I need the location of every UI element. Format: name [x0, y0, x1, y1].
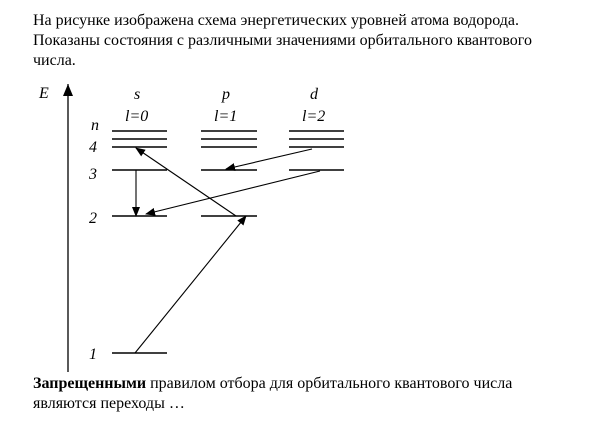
energy-axis-label: E — [39, 85, 49, 102]
n-column-label: n — [91, 117, 99, 134]
level-labels — [88, 139, 97, 363]
transition-arrow-s1-to-p2 — [135, 216, 246, 353]
level-label-4: 4 — [89, 139, 97, 156]
question-rest: правилом отбора для орбитального квантового числа являются переходы … — [33, 375, 513, 412]
transition-arrow-p2-to-s4 — [136, 148, 236, 216]
level-label-2: 2 — [89, 210, 97, 227]
column-l-label-d: l=2 — [302, 108, 326, 125]
column-headers — [125, 86, 325, 125]
column-l-label-p: l=1 — [214, 108, 238, 125]
intro-text: На рисунке изображена схема энергетических уровней атома водорода. Показаны состояния с различными значениями орбитального квантового числа. — [33, 12, 532, 69]
column-letter-p: p — [222, 86, 230, 103]
level-label-1: 1 — [89, 346, 97, 363]
transitions — [135, 148, 320, 353]
column-letter-s: s — [134, 86, 141, 103]
question-bold-word: Запрещенными — [33, 375, 147, 392]
transition-arrow-d4-to-p3 — [226, 149, 312, 169]
column-letter-d: d — [310, 86, 318, 103]
level-lines — [112, 131, 344, 353]
column-l-label-s: l=0 — [125, 108, 149, 125]
question-text — [33, 374, 573, 414]
level-label-3: 3 — [89, 166, 97, 183]
transition-arrow-d3-to-s2 — [146, 171, 320, 214]
